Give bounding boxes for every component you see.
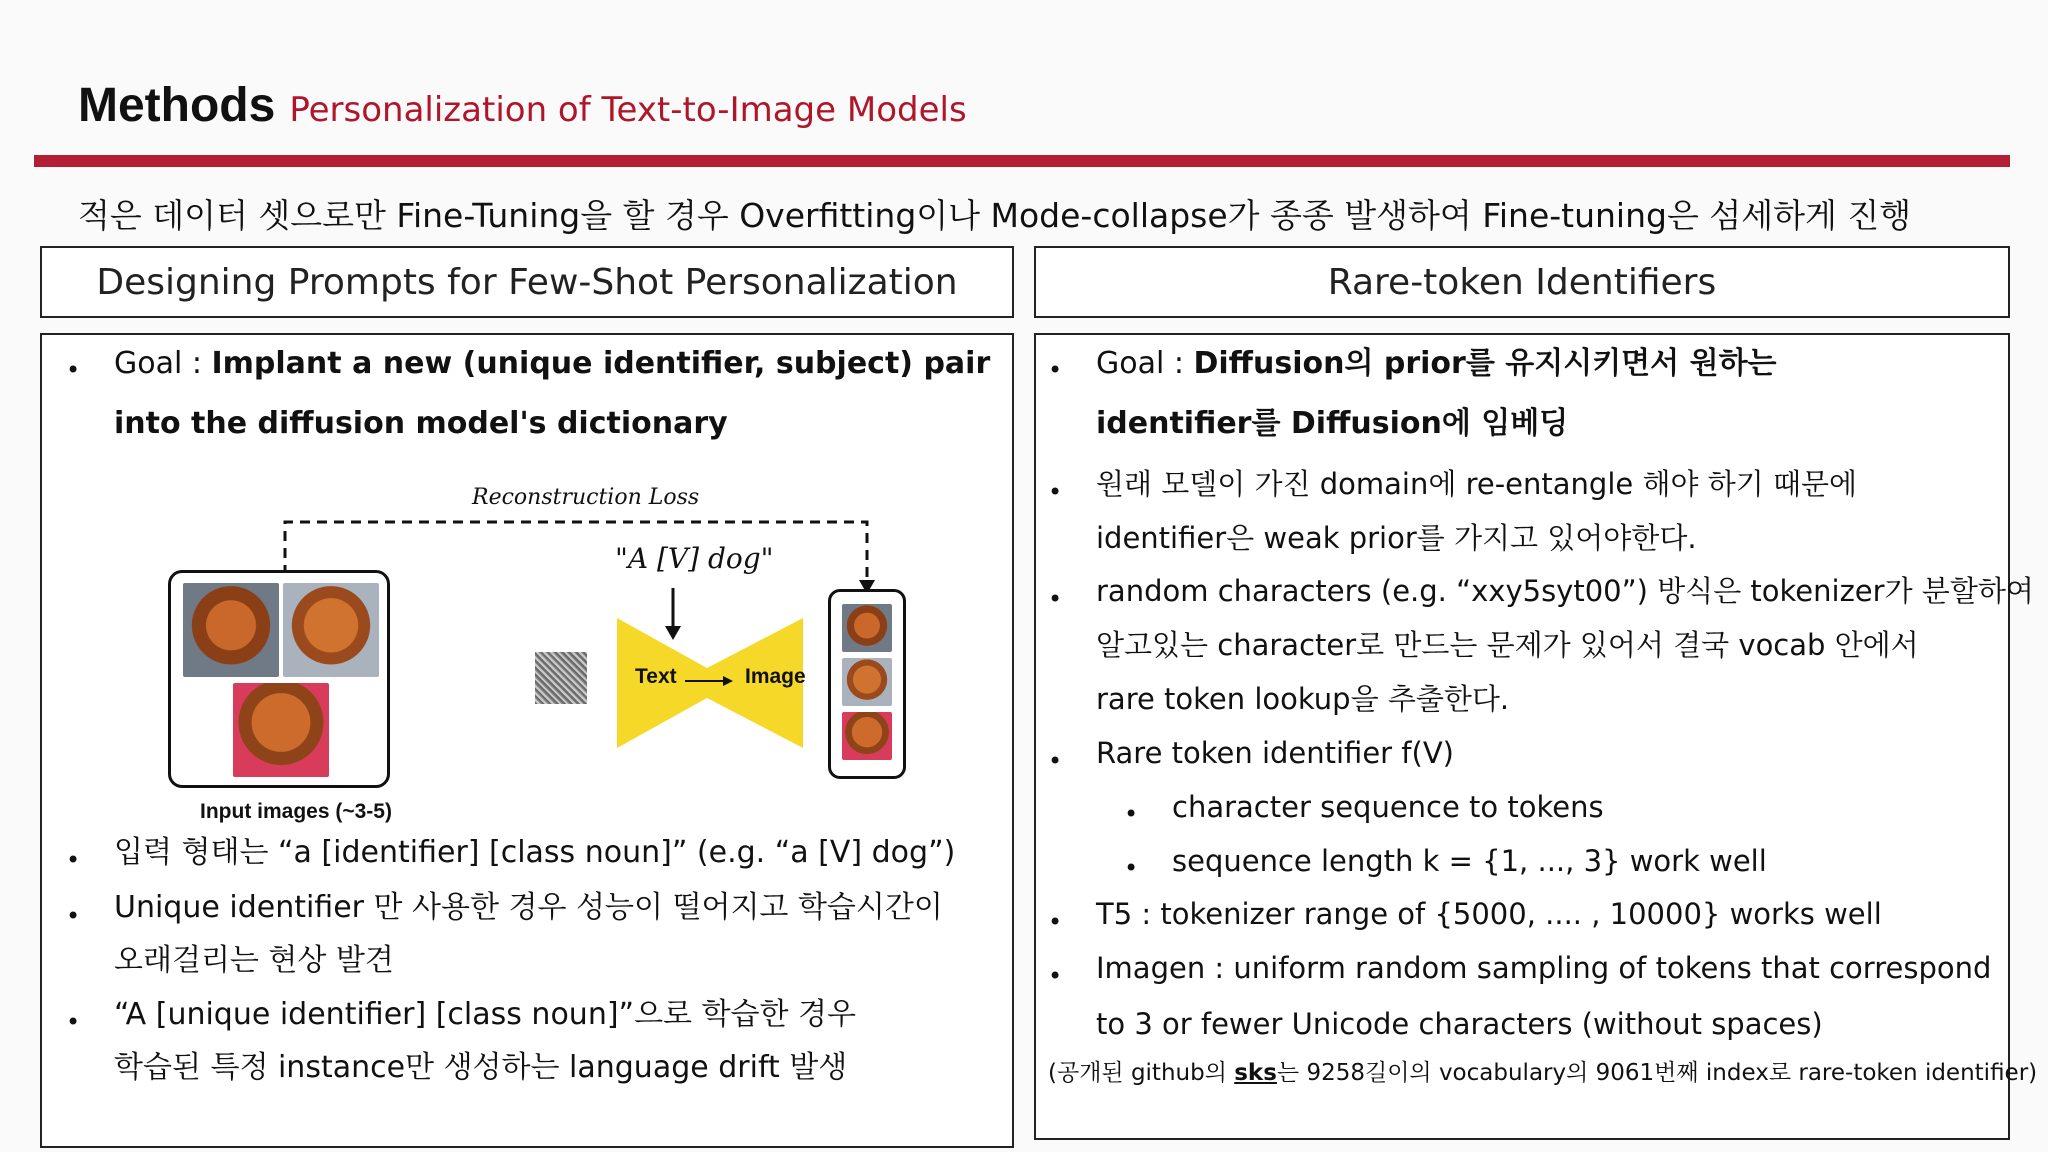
prompt-label: "A [V] dog" bbox=[615, 542, 774, 575]
title-row bbox=[78, 78, 967, 133]
bullet-dot: • bbox=[66, 1008, 81, 1036]
funnel-text-label: Text bbox=[635, 665, 677, 688]
bullet-dot: • bbox=[1124, 800, 1139, 828]
left-bullet-input-format: 입력 형태는 “a [identifier] [class noun]” (e.g. “a [V] dog”) bbox=[114, 835, 956, 870]
right-b1-line2: identifier은 weak prior를 가지고 있어야한다. bbox=[1096, 521, 1697, 555]
summary-text: 적은 데이터 셋으로만 Fine-Tuning을 할 경우 Overfitting이나 Mode-collapse가 종종 발생하여 Fine-tuning은 섬세하게 진행 bbox=[78, 196, 1912, 235]
right-b2-line1: random characters (e.g. “xxy5syt00”) 방식은 tokenizer가 분할하여 bbox=[1096, 574, 2034, 608]
left-bullet-unique-2: 오래걸리는 현상 발견 bbox=[114, 943, 394, 978]
bullet-dot: • bbox=[1048, 908, 1063, 936]
input-images-label: Input images (~3-5) bbox=[200, 800, 392, 823]
right-b3-sub1: character sequence to tokens bbox=[1172, 790, 1604, 824]
noise-image bbox=[535, 652, 587, 704]
output-images-frame bbox=[828, 589, 906, 779]
bullet-dot: • bbox=[66, 356, 81, 384]
dog-photo bbox=[842, 604, 892, 652]
left-column-header-label: Designing Prompts for Few-Shot Personalization bbox=[96, 261, 958, 303]
page-subtitle: Personalization of Text-to-Image Models bbox=[289, 90, 967, 130]
left-goal-bold-1: Implant a new (unique identifier, subject) pair bbox=[211, 346, 991, 381]
right-b5-line1: Imagen : uniform random sampling of tokens that correspond bbox=[1096, 951, 1992, 985]
right-b2-line3: rare token lookup을 추출한다. bbox=[1096, 682, 1510, 716]
bullet-dot: • bbox=[1048, 747, 1063, 775]
right-footnote bbox=[1048, 1060, 2037, 1088]
dog-photo bbox=[842, 658, 892, 706]
left-column-header bbox=[40, 246, 1014, 318]
right-column-header-label: Rare-token Identifiers bbox=[1327, 261, 1717, 303]
right-b5-line2: to 3 or fewer Unicode characters (without spaces) bbox=[1096, 1007, 1823, 1041]
dog-photo bbox=[233, 683, 329, 777]
left-bullet-drift-2: 학습된 특정 instance만 생성하는 language drift 발생 bbox=[114, 1050, 848, 1085]
title-divider bbox=[34, 155, 2010, 167]
left-goal-line-1 bbox=[114, 346, 990, 382]
right-b3: Rare token identifier f(V) bbox=[1096, 736, 1454, 770]
left-bullet-unique-1: Unique identifier 만 사용한 경우 성능이 떨어지고 학습시간이 bbox=[114, 890, 943, 925]
bullet-dot: • bbox=[66, 902, 81, 930]
dreambooth-diagram bbox=[160, 480, 920, 830]
bullet-dot: • bbox=[1124, 854, 1139, 882]
footnote-sks: sks bbox=[1234, 1060, 1277, 1086]
left-goal-prefix: Goal : bbox=[114, 346, 212, 381]
dog-photo bbox=[283, 583, 379, 677]
left-goal-line-2: into the diffusion model's dictionary bbox=[114, 406, 728, 441]
footnote-prefix: (공개된 github의 bbox=[1048, 1060, 1235, 1086]
bullet-dot: • bbox=[1048, 478, 1063, 506]
right-b1-line1: 원래 모델이 가진 domain에 re-entangle 해야 하기 때문에 bbox=[1096, 467, 1857, 501]
funnel-image-label: Image bbox=[745, 665, 806, 688]
right-column-header bbox=[1034, 246, 2010, 318]
bullet-dot: • bbox=[66, 846, 81, 874]
right-goal-line-2: identifier를 Diffusion에 임베딩 bbox=[1096, 406, 1569, 441]
bullet-dot: • bbox=[1048, 356, 1063, 384]
footnote-suffix: 는 9258길이의 vocabulary의 9061번째 index로 rare-token identifier) bbox=[1276, 1060, 2038, 1086]
page-title: Methods bbox=[78, 79, 276, 132]
bullet-dot: • bbox=[1048, 962, 1063, 990]
input-images-frame bbox=[168, 570, 390, 788]
right-b3-sub2: sequence length k = {1, ..., 3} work well bbox=[1172, 844, 1767, 878]
reconstruction-loss-label: Reconstruction Loss bbox=[472, 485, 700, 510]
right-b4: T5 : tokenizer range of {5000, .... , 10000} works well bbox=[1096, 897, 1882, 931]
dog-photo bbox=[842, 712, 892, 760]
right-goal-bold-1: Diffusion의 prior를 유지시키면서 원하는 bbox=[1193, 346, 1777, 381]
dog-photo bbox=[183, 583, 279, 677]
right-goal-line-1 bbox=[1096, 346, 1777, 382]
left-bullet-drift-1: “A [unique identifier] [class noun]”으로 학습한 경우 bbox=[114, 997, 857, 1032]
right-b2-line2: 알고있는 character로 만드는 문제가 있어서 결국 vocab 안에서 bbox=[1096, 628, 1919, 662]
right-goal-prefix: Goal : bbox=[1096, 346, 1194, 381]
bullet-dot: • bbox=[1048, 585, 1063, 613]
